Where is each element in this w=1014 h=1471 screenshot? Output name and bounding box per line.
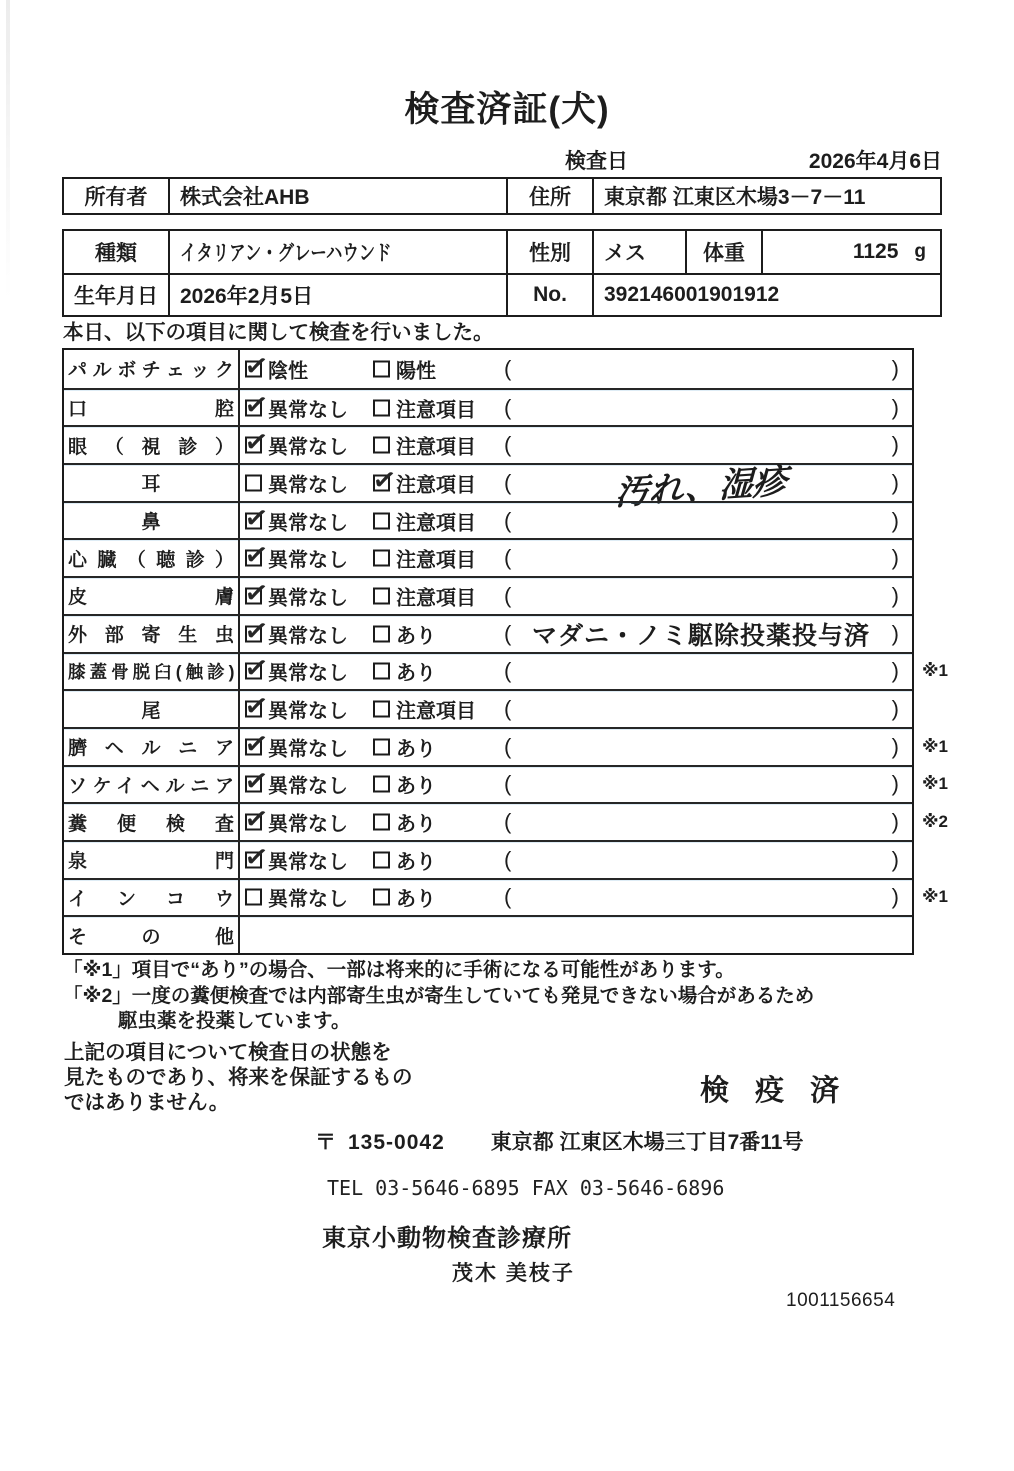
paren-close: ): [891, 658, 899, 684]
row-label: 糞便検査: [68, 813, 234, 835]
option-1: [245, 468, 348, 497]
option-1: [245, 619, 348, 648]
weight-label: 体重: [685, 231, 761, 273]
footnote-ref: ※1: [922, 774, 948, 794]
footnote-ref: ※1: [922, 661, 948, 681]
option-1: [245, 883, 348, 912]
option-2-label: 注意項目: [396, 399, 476, 422]
option-1-label: 異常なし: [268, 662, 348, 685]
option-1: [245, 732, 348, 761]
checkbox-icon: [373, 851, 390, 868]
postal-code: 135-0042: [348, 1131, 445, 1154]
option-2: [373, 845, 436, 874]
option-1-label: 異常なし: [268, 549, 348, 572]
address-label: 住所: [506, 179, 592, 213]
option-2: [373, 506, 476, 535]
option-2: [373, 883, 436, 912]
option-1-label: 異常なし: [268, 399, 348, 422]
option-1-label: 異常なし: [268, 775, 348, 798]
birthdate-value: 2026年2月5日: [168, 275, 506, 315]
checkbox-icon: [245, 587, 262, 604]
sex-value: メス: [592, 231, 685, 273]
checklist-table: [62, 348, 948, 955]
paren-open: (: [504, 394, 512, 420]
paren-open: (: [504, 545, 512, 571]
paren-close: ): [891, 696, 899, 722]
paren-close: ): [891, 582, 899, 608]
row-label: 臍ヘルニア: [68, 738, 234, 760]
option-1-label: 異常なし: [268, 625, 348, 648]
paren-close: ): [891, 432, 899, 458]
paren-close: ): [891, 545, 899, 571]
option-2-label: あり: [396, 775, 436, 798]
checklist-row: [64, 840, 912, 878]
checkbox-icon: [373, 814, 390, 831]
row-label: 眼（視診）: [68, 436, 234, 458]
option-2-label: あり: [396, 662, 436, 685]
option-2: [373, 431, 476, 460]
inspection-date-label: 検査日: [565, 150, 628, 173]
checkbox-icon: [245, 663, 262, 680]
option-2-label: 陽性: [396, 360, 436, 383]
checklist-row: [64, 727, 948, 765]
row-label: 尾: [141, 700, 161, 722]
paren-open: (: [504, 507, 512, 533]
checkbox-icon: [373, 437, 390, 454]
option-2-label: あり: [396, 625, 436, 648]
breed-value: イタリアン・グレーハウンド: [168, 231, 506, 273]
paren-open: (: [504, 696, 512, 722]
option-2-label: 注意項目: [396, 512, 476, 535]
option-1: [245, 581, 348, 610]
checklist-row: [64, 538, 912, 576]
row-label: 膝蓋骨脱臼(触診): [68, 661, 234, 682]
option-1-label: 異常なし: [268, 436, 348, 459]
checkbox-icon: [245, 399, 262, 416]
checkbox-icon: [373, 663, 390, 680]
footnote-2: 「※2」一度の糞便検査では内部寄生虫が寄生していても発見できない場合があるため: [63, 984, 815, 1007]
option-2-label: 注意項目: [396, 549, 476, 572]
option-2: [373, 770, 436, 799]
disclaimer-text: 上記の項目について検査日の状態を 見たものであり、将来を保証するもの ではありません。: [64, 1041, 413, 1114]
checkbox-icon: [373, 360, 390, 377]
option-1: [245, 544, 348, 573]
checkbox-icon: [245, 360, 262, 377]
checkbox-icon: [245, 701, 262, 718]
row-label: 鼻: [141, 512, 161, 534]
examiner-name: 茂木 美枝子: [452, 1262, 575, 1285]
checkbox-icon: [245, 437, 262, 454]
paren-close: ): [891, 846, 899, 872]
option-1: [245, 393, 348, 422]
weight-unit: g: [914, 241, 926, 262]
option-1-label: 異常なし: [268, 587, 348, 610]
row-label: 外部寄生虫: [68, 625, 234, 647]
checkbox-icon: [373, 512, 390, 529]
option-1: [245, 808, 348, 837]
birthdate-row: [64, 273, 940, 315]
checklist-row: [64, 576, 912, 614]
paren-open: (: [504, 469, 512, 495]
checklist-row: [64, 350, 912, 388]
paren-close: ): [891, 469, 899, 495]
option-2: [373, 657, 436, 686]
checkbox-icon: [373, 776, 390, 793]
row-label: 心臓（聴診）: [68, 549, 234, 571]
checkbox-icon: [373, 738, 390, 755]
footnote-2-cont: 駆虫薬を投薬しています。: [118, 1010, 351, 1032]
paren-open: (: [504, 355, 512, 381]
option-1: [245, 354, 308, 383]
option-1-label: 異常なし: [268, 813, 348, 836]
checkbox-icon: [245, 889, 262, 906]
row-label: 耳: [141, 474, 161, 496]
option-1-label: 異常なし: [268, 851, 348, 874]
paren-open: (: [504, 846, 512, 872]
row-label: 口腔: [68, 399, 234, 421]
weight-value: 1125 g: [761, 231, 940, 273]
paren-close: ): [891, 394, 899, 420]
checkbox-icon: [245, 625, 262, 642]
checklist-row: [64, 689, 912, 727]
option-1: [245, 431, 348, 460]
animal-info-table: [62, 229, 942, 317]
option-2: [373, 808, 436, 837]
footnote-ref: ※1: [922, 887, 948, 907]
checkbox-icon: [373, 889, 390, 906]
checkbox-icon: [245, 738, 262, 755]
owner-label: 所有者: [84, 186, 148, 209]
checklist-intro: 本日、以下の項目に関して検査を行いました。: [63, 321, 494, 344]
footnotes: [63, 958, 814, 1035]
paren-open: (: [504, 771, 512, 797]
option-2: [373, 354, 436, 383]
option-2: [373, 581, 476, 610]
checkbox-icon: [373, 399, 390, 416]
row-label: パルボチェック: [68, 360, 234, 382]
option-2: [373, 732, 436, 761]
option-2: [373, 695, 476, 724]
footnote-ref: ※2: [922, 812, 948, 832]
option-2-label: 注意項目: [396, 700, 476, 723]
birthdate-label: 生年月日: [74, 285, 158, 308]
option-1-label: 異常なし: [268, 474, 348, 497]
option-2-label: 注意項目: [396, 436, 476, 459]
option-2: [373, 468, 476, 497]
checklist-row: [64, 501, 912, 539]
option-1-label: 陰性: [268, 360, 308, 383]
owner-value: 株式会社AHB: [168, 179, 506, 213]
scan-artifact: [6, 0, 10, 300]
option-2-label: 注意項目: [396, 587, 476, 610]
inspection-date-value: 2026年4月6日: [808, 150, 942, 173]
checkbox-icon: [373, 587, 390, 604]
note-text: マダニ・ノミ駆除投薬投与済: [532, 621, 871, 650]
checkbox-icon: [373, 701, 390, 718]
checklist-row: [64, 802, 948, 840]
checklist-row: [64, 388, 912, 426]
checklist-row: [64, 461, 912, 514]
option-2-label: あり: [396, 738, 436, 761]
paren-open: (: [504, 620, 512, 646]
option-2: [373, 393, 476, 422]
option-1: [245, 506, 348, 535]
breed-row: [64, 231, 940, 273]
certificate-no-value: 392146001901912: [592, 275, 940, 315]
option-2-label: 注意項目: [396, 474, 476, 497]
sex-label: 性別: [506, 231, 592, 273]
option-2: [373, 544, 476, 573]
option-2-label: あり: [396, 888, 436, 911]
option-1: [245, 657, 348, 686]
paren-open: (: [504, 582, 512, 608]
tel-fax-line: TEL 03-5646-6895 FAX 03-5646-6896: [327, 1176, 725, 1200]
checkbox-icon: [245, 550, 262, 567]
checkbox-icon: [245, 776, 262, 793]
checkbox-icon: [245, 814, 262, 831]
option-1: [245, 845, 348, 874]
clinic-name: 東京小動物検査診療所: [322, 1225, 572, 1252]
paren-close: ): [891, 733, 899, 759]
serial-number: 1001156654: [786, 1290, 896, 1311]
paren-close: ): [891, 507, 899, 533]
option-1: [245, 770, 348, 799]
clinic-address-line: [315, 1126, 803, 1156]
footnote-1: 「※1」項目で“あり”の場合、一部は将来的に手術になる可能性があります。: [63, 959, 735, 981]
option-2: [373, 619, 436, 648]
checklist-row: [64, 915, 912, 953]
checkbox-icon: [245, 474, 262, 491]
row-label: ソケイヘルニア: [68, 775, 234, 797]
checklist-row: [64, 878, 948, 916]
owner-table: [62, 177, 942, 215]
option-1-label: 異常なし: [268, 738, 348, 761]
row-label: インコウ: [68, 888, 234, 910]
paren-close: ): [891, 771, 899, 797]
paren-open: (: [504, 884, 512, 910]
address-value: 東京都 江東区木場3－7－11: [592, 179, 940, 213]
paren-close: ): [891, 355, 899, 381]
certificate-no-label: No.: [506, 275, 592, 315]
paren-close: ): [891, 884, 899, 910]
checkbox-icon: [373, 550, 390, 567]
row-label: 泉門: [68, 851, 234, 873]
breed-label: 種類: [95, 242, 137, 265]
paren-close: ): [891, 809, 899, 835]
quarantine-passed-stamp: 検 疫 済: [700, 1075, 849, 1107]
paren-open: (: [504, 658, 512, 684]
option-1-label: 異常なし: [268, 888, 348, 911]
checkbox-icon: [373, 474, 390, 491]
footnote-ref: ※1: [922, 736, 948, 756]
checkbox-icon: [245, 851, 262, 868]
paren-open: (: [504, 432, 512, 458]
option-1-label: 異常なし: [268, 700, 348, 723]
checklist-row: [64, 614, 912, 652]
checkbox-icon: [373, 625, 390, 642]
note-text: 汚れ、湿疹: [614, 461, 788, 514]
row-label: 皮膚: [68, 587, 234, 609]
option-1: [245, 695, 348, 724]
paren-open: (: [504, 733, 512, 759]
page-title: 検査済証(犬): [404, 90, 610, 129]
postal-mark-icon: 〒: [315, 1131, 336, 1154]
option-2-label: あり: [396, 851, 436, 874]
option-2-label: あり: [396, 813, 436, 836]
row-label: その他: [68, 926, 234, 948]
checklist-row: [64, 765, 948, 803]
owner-row: [64, 179, 940, 213]
paren-close: ): [891, 620, 899, 646]
paren-open: (: [504, 809, 512, 835]
checkbox-icon: [245, 512, 262, 529]
checklist-row: [64, 652, 948, 690]
clinic-address: 東京都 江東区木場三丁目7番11号: [490, 1131, 804, 1154]
option-1-label: 異常なし: [268, 512, 348, 535]
